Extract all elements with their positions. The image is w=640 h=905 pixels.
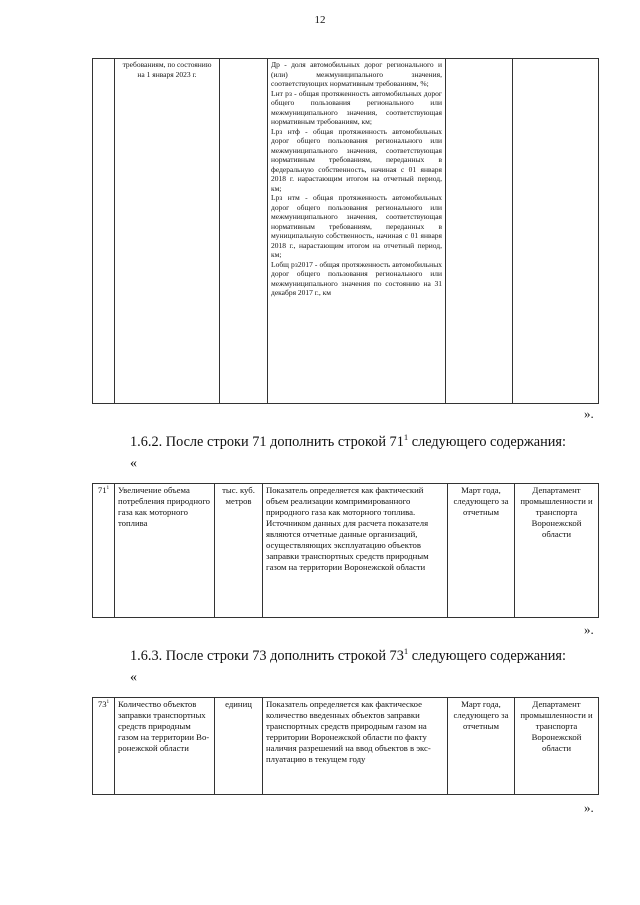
definition-line: Lнт рз - общая протяженность автомобильных дорог общего пользования регионального или межмуниципального значения, соответствующая нормативным требованиям, км; [271,88,442,126]
table-row [93,59,599,404]
calculation-method-cell [263,698,448,795]
description-paragraph: Показатель определяется как фактический объем реализации компримированного природного газа как моторного топлива. [266,485,424,517]
table-row [93,484,599,618]
description-paragraph: Источником данных для расчета показателя являются отчетные данные организаций, осуществляющих эксплуатацию объектов заправки транспортных средств природным газом на территории Воронежской области [266,518,429,572]
indicator-name-cell: Увеличение объема потребления природного газа как моторного топлива [115,484,215,618]
description-paragraph: Показатель определяется как фактическое количество введенных объектов заправки транспортных средств природным газом на территории Воронежской области по факту наличия разрешений на ввод объектов в эксплуатацию в текущем году [266,699,431,764]
closing-quote: ». [584,406,594,421]
definition-line: Lрз нтм - общая протяженность автомобильных дорог общего пользования регионального или межмуниципального значения, соответствующая нормативным требованиям, переданных в муниципальную собственность, начиная с 01 января 2018 г., нарастающим итогом на отчетный период, км; [271,193,442,259]
section-heading-1-6-2: 1.6.2. После строки 71 дополнить строкой $71^1$ следующего содержания: [130,432,566,450]
unit-cell: тыс. куб. метров [215,484,263,618]
section-heading-1-6-3: 1.6.3. После строки 73 дополнить строкой $73^1$ следующего содержания: [130,646,566,664]
opening-quote: « [130,456,137,471]
deadline-cell [446,59,513,404]
responsible-cell: Департамент промышленности и транспорта Воронежской области [515,484,599,618]
unit-cell: единиц [215,698,263,795]
row-number-cell: $71^1$ [93,484,115,618]
unit-cell [220,59,268,404]
definition-line: Др - доля автомобильных дорог регионального и (или) межмуниципального значения, соответствующих нормативным требованиям, %; [271,60,442,88]
calculation-method-cell [263,484,448,618]
closing-quote: ». [584,800,594,815]
calculation-method-cell [268,59,446,404]
definition-line: Lрз нтф - общая протяженность автомобильных дорог общего пользования регионального или межмуниципального значения, соответствующая нормативным требованиям, переданных в федеральную собственность, начиная с 01 января 2018 г. нарастающим итогом на отчетный период, км; [271,126,442,193]
responsible-cell [513,59,599,404]
opening-quote: « [130,670,137,685]
responsible-cell: Департамент промышленности и транспорта Воронежской области [515,698,599,795]
row-number-cell: $73^1$ [93,698,115,795]
indicators-table-continuation [92,58,599,404]
closing-quote: ». [584,622,594,637]
indicator-row-71-1-table [92,483,599,618]
deadline-cell: Март года, следующего за отчетным [448,484,515,618]
page-number: 12 [314,14,326,26]
definition-line: Lобщ рз2017 - общая протяженность автомобильных дорог общего пользования регионального или межмуниципального значения по состоянию на 31 декабря 2017 г., км [271,259,442,297]
deadline-cell: Март года, следующего за отчетным [448,698,515,795]
row-number-cell [93,59,115,404]
indicator-row-73-1-table [92,697,599,795]
indicator-name-cell: Количество объектов заправки транспортных средств природным газом на территории Воронежской области [115,698,215,795]
table-row [93,698,599,795]
indicator-name-cell: требованиям, по состоянию на 1 января 2023 г. [115,59,220,404]
